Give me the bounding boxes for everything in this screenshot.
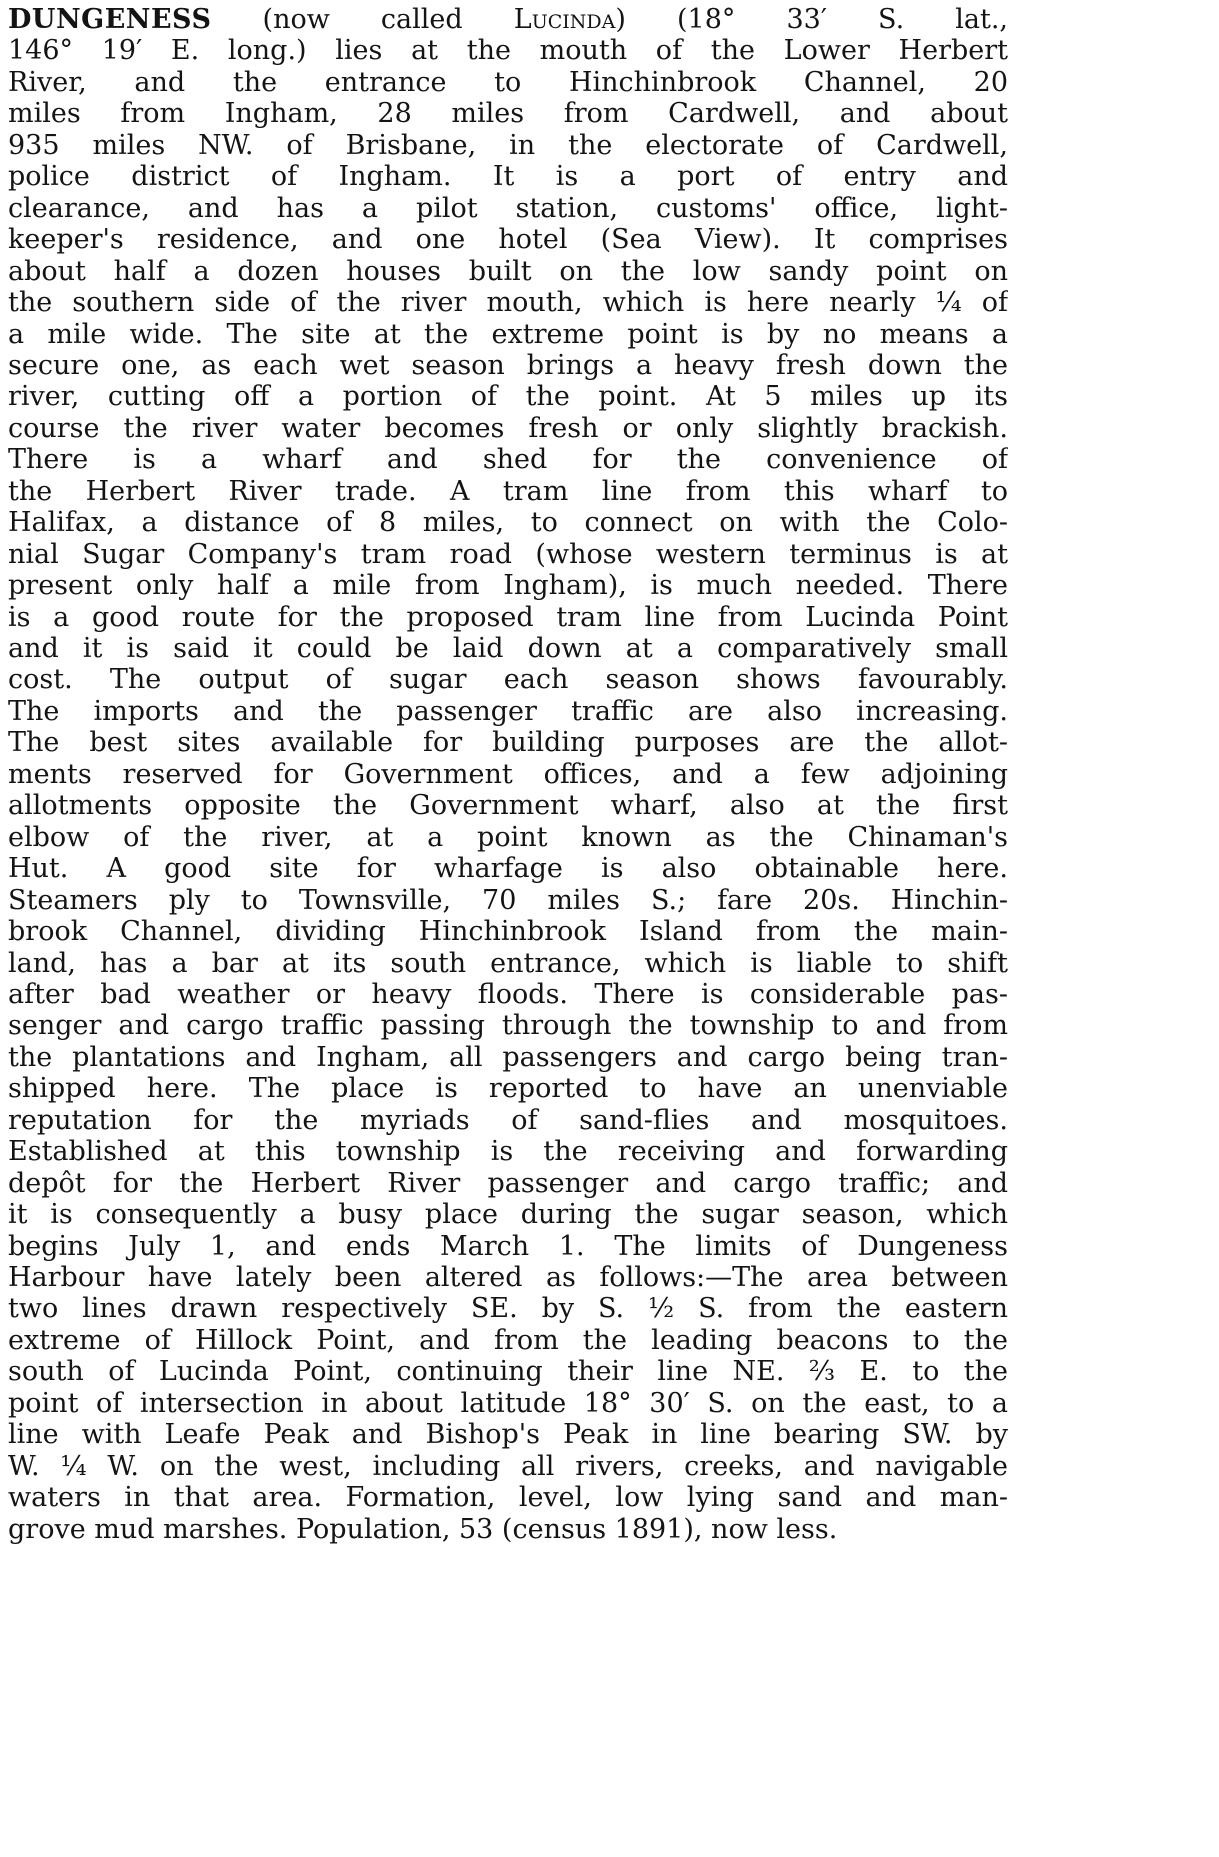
entry-text-line: secure one, as each wet season brings a heavy fresh down the bbox=[8, 349, 1008, 381]
entry-text-line: The best sites available for building purposes are the allot- bbox=[8, 727, 1008, 759]
entry-text-line: depôt for the Herbert River passenger and cargo traffic; and bbox=[8, 1167, 1008, 1199]
entry-text-line: Established at this township is the receiving and forwarding bbox=[8, 1136, 1008, 1168]
entry-text-line: There is a wharf and shed for the convenience of bbox=[8, 444, 1008, 476]
entry-text-line: Harbour have lately been altered as follows:—The area between bbox=[8, 1262, 1008, 1293]
entry-text-line: the plantations and Ingham, all passengers and cargo being tran- bbox=[8, 1041, 1008, 1073]
entry-text-line: 146° 19′ E. long.) lies at the mouth of the Lower Herbert bbox=[8, 35, 1008, 67]
entry-text-line: keeper's residence, and one hotel (Sea View). It comprises bbox=[8, 224, 1008, 256]
entry-text-line: shipped here. The place is reported to have an unenviable bbox=[8, 1073, 1008, 1105]
entry-text-line: two lines drawn respectively SE. by S. ½ S. from the eastern bbox=[8, 1293, 1008, 1325]
entry-text-line: reputation for the myriads of sand-flies and mosquitoes. bbox=[8, 1104, 1008, 1136]
entry-text-line: clearance, and has a pilot station, customs' office, light- bbox=[8, 192, 1008, 224]
entry-alt-prefix: (now called bbox=[262, 4, 514, 35]
entry-text-line: it is consequently a busy place during the sugar season, which bbox=[8, 1199, 1008, 1231]
entry-text-line: a mile wide. The site at the extreme point is by no means a bbox=[8, 318, 1008, 350]
entry-text-line: allotments opposite the Government wharf, also at the first bbox=[8, 790, 1008, 822]
entry-text-line: ments reserved for Government offices, and a few adjoining bbox=[8, 758, 1008, 790]
entry-text-line: Steamers ply to Townsville, 70 miles S.; fare 20s. Hinchin- bbox=[8, 884, 1008, 916]
entry-text-line: brook Channel, dividing Hinchinbrook Island from the main- bbox=[8, 916, 1008, 948]
entry-text-line: 935 miles NW. of Brisbane, in the electorate of Cardwell, bbox=[8, 129, 1008, 161]
entry-text-line: is a good route for the proposed tram line from Lucinda Point bbox=[8, 601, 1008, 633]
entry-text-line: Hut. A good site for wharfage is also obtainable here. bbox=[8, 853, 1008, 885]
entry-text-line: and it is said it could be laid down at a comparatively small bbox=[8, 633, 1008, 664]
entry-text-line: river, cutting off a portion of the point. At 5 miles up its bbox=[8, 381, 1008, 413]
entry-text-line: present only half a mile from Ingham), is much needed. There bbox=[8, 570, 1008, 602]
entry-text-line: extreme of Hillock Point, and from the leading beacons to the bbox=[8, 1324, 1008, 1356]
entry-text-line: point of intersection in about latitude 18° 30′ S. on the east, to a bbox=[8, 1387, 1008, 1419]
entry-text-line: miles from Ingham, 28 miles from Cardwell, and about bbox=[8, 98, 1008, 130]
entry-text-line: cost. The output of sugar each season shows favourably. bbox=[8, 664, 1008, 696]
gazetteer-entry-page bbox=[8, 4, 1008, 1853]
entry-text-line: the Herbert River trade. A tram line from this wharf to bbox=[8, 475, 1008, 507]
entry-text-line: senger and cargo traffic passing through the township to and from bbox=[8, 1010, 1008, 1042]
entry-text-line: after bad weather or heavy floods. There is considerable pas- bbox=[8, 978, 1008, 1010]
entry-text-line: The imports and the passenger traffic are also increasing. bbox=[8, 695, 1008, 727]
entry-alt-suffix: ) (18° 33′ S. lat., bbox=[615, 4, 1008, 35]
entry-headword: DUNGENESS bbox=[8, 4, 212, 35]
entry-text-line: line with Leafe Peak and Bishop's Peak in line bearing SW. by bbox=[8, 1419, 1008, 1451]
entry-text-line: course the river water becomes fresh or only slightly brackish. bbox=[8, 412, 1008, 444]
entry-text-line: police district of Ingham. It is a port of entry and bbox=[8, 161, 1008, 193]
entry-text-line: begins July 1, and ends March 1. The limits of Dungeness bbox=[8, 1230, 1008, 1262]
entry-text-line: about half a dozen houses built on the low sandy point on bbox=[8, 255, 1008, 287]
entry-text-line: Halifax, a distance of 8 miles, to connect on with the Colo- bbox=[8, 507, 1008, 539]
entry-text-line: grove mud marshes. Population, 53 (census 1891), now less. bbox=[8, 1513, 838, 1545]
entry-text-line: River, and the entrance to Hinchinbrook Channel, 20 bbox=[8, 66, 1008, 98]
entry-text-line: south of Lucinda Point, continuing their line NE. ⅔ E. to the bbox=[8, 1356, 1008, 1388]
entry-text-line: the southern side of the river mouth, which is here nearly ¼ of bbox=[8, 287, 1008, 319]
entry-text-line: W. ¼ W. on the west, including all rivers, creeks, and navigable bbox=[8, 1450, 1008, 1482]
entry-text-line: land, has a bar at its south entrance, which is liable to shift bbox=[8, 947, 1008, 979]
entry-text-line: waters in that area. Formation, level, low lying sand and man- bbox=[8, 1482, 1008, 1514]
entry-text-line: elbow of the river, at a point known as the Chinaman's bbox=[8, 821, 1008, 853]
entry-text-line: nial Sugar Company's tram road (whose western terminus is at bbox=[8, 538, 1008, 570]
entry-alt-name: Lucinda bbox=[513, 4, 616, 35]
